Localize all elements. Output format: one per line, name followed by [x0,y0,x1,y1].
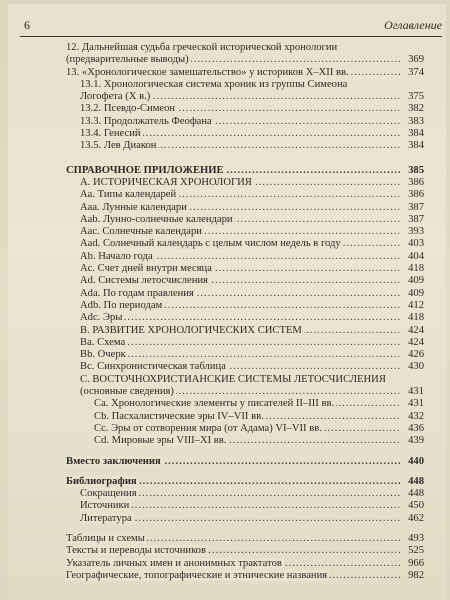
toc-entry [66,263,424,275]
toc-entry-title: Источники [80,500,130,512]
toc-entry-page: 440 [408,455,424,467]
toc-entry-title: Cb. Пасхалистические эры IV–VII вв. [94,410,264,422]
toc-entry-title: Логофета (X в.) [80,91,151,103]
header-rule [20,36,442,37]
toc-entry-page: 436 [408,422,424,434]
toc-entry [66,435,424,447]
toc-entry [66,226,424,238]
toc-entry-title: СПРАВОЧНОЕ ПРИЛОЖЕНИЕ [66,164,224,176]
toc-entry-page: 384 [408,128,424,140]
toc-entry [66,411,424,423]
toc-entry [66,513,424,525]
toc-entry [66,300,424,312]
toc-entry [66,374,424,386]
book-page [8,4,446,600]
toc-entry-title: B. РАЗВИТИЕ ХРОНОЛОГИЧЕСКИХ СИСТЕМ [80,324,302,336]
toc-entry-title: 13.4. Генесий [80,128,141,140]
toc-entry-page: 418 [408,263,424,275]
toc-entry-page: 462 [408,512,424,524]
section-gap [66,153,424,165]
toc-entry-page: 424 [408,324,424,336]
toc-entry [66,558,424,570]
toc-entry-page: 431 [408,398,424,410]
toc-entry-page: 375 [408,91,424,103]
toc-entry-title: Географические, топографические и этнические названия [66,569,328,581]
toc-entry-title: Литература [80,512,132,524]
toc-entry [66,275,424,287]
toc-entry [66,189,424,201]
section-gap [66,468,424,476]
toc-entry-title: (основные сведения) [80,386,174,398]
toc-entry-page: 418 [408,312,424,324]
toc-entry [66,533,424,545]
toc-entry [66,570,424,582]
toc-entry-page: 432 [408,410,424,422]
toc-entry [66,398,424,410]
toc-entry-page: 382 [408,103,424,115]
toc-entry-title: C. ВОСТОЧНОХРИСТИАНСКИЕ СИСТЕМЫ ЛЕТОСЧИСЛЕНИЯ [80,373,386,385]
toc-entry-title: Ab. Начало года [80,250,153,262]
toc-entry [66,545,424,557]
toc-entry-title: Указатель личных имен и анонимных трактатов [66,557,282,569]
toc-entry-page: 386 [408,176,424,188]
toc-entry-title: Aac. Солнечные календари [80,226,202,238]
toc-entry-page: 439 [408,435,424,447]
toc-entry-title: Cd. Мировые эры VIII–XI вв. [94,435,227,447]
toc-entry-page: 393 [408,226,424,238]
toc-entry-page: 448 [408,475,424,487]
toc-entry-page: 431 [408,386,424,398]
toc-entry-title: Вместо заключения [66,455,161,467]
toc-entry [66,361,424,373]
toc-entry [66,214,424,226]
toc-entry [66,54,424,66]
toc-entry [66,103,424,115]
toc-entry [66,456,424,468]
toc-entry-title: Cc. Эры от сотворения мира (от Адама) VI–VII вв. [94,422,322,434]
toc-entry-title: Ad. Системы летосчисления [80,275,208,287]
toc-entry-title: Ada. По годам правления [80,287,194,299]
toc-entry [66,140,424,152]
toc-entry-title: Bb. Очерк [80,349,126,361]
toc-entry-page: 982 [408,569,424,581]
toc-entry-title: Aab. Лунно-солнечные календари [80,213,233,225]
section-gap [66,525,424,533]
toc-entry-page: 426 [408,349,424,361]
toc-entry [66,337,424,349]
toc-entry-page: 493 [408,532,424,544]
toc-entry-title: Aaa. Лунные календари [80,201,187,213]
toc-entry [66,165,424,177]
toc-entry-title: 13.5. Лев Диакон [80,140,157,152]
table-of-contents [66,42,424,582]
toc-entry-title: Библиография [66,475,137,487]
toc-entry [66,423,424,435]
toc-entry-page: 403 [408,238,424,250]
toc-entry-page: 387 [408,201,424,213]
toc-entry [66,177,424,189]
toc-entry-page: 450 [408,500,424,512]
toc-entry-page: 448 [408,488,424,500]
toc-entry-title: (предварительные выводы) [66,54,189,66]
toc-entry-title: A. ИСТОРИЧЕСКАЯ ХРОНОЛОГИЯ [80,176,252,188]
toc-entry-page: 966 [408,557,424,569]
toc-entry-title: Ba. Схема [80,336,126,348]
toc-entry-title: Ca. Хронологические элементы у писателей II–III вв. [94,398,335,410]
toc-entry-title: Сокращения [80,488,137,500]
toc-entry [66,386,424,398]
toc-entry-page: 430 [408,361,424,373]
toc-entry [66,349,424,361]
toc-entry [66,288,424,300]
toc-entry-title: Тексты и переводы источников [66,545,206,557]
toc-entry-title: Aad. Солнечный календарь с целым числом недель в году [80,238,341,250]
toc-entry-title: Adb. По периодам [80,299,163,311]
toc-entry-title: 13.2. Псевдо-Симеон [80,103,176,115]
toc-entry-title: Adc. Эры [80,312,123,324]
toc-entry [66,91,424,103]
toc-entry-title: Таблицы и схемы [66,532,145,544]
toc-entry-title: Aa. Типы календарей [80,189,177,201]
toc-entry-page: 409 [408,287,424,299]
toc-entry [66,312,424,324]
toc-entry-page: 384 [408,140,424,152]
toc-entry [66,79,424,91]
toc-entry-page: 409 [408,275,424,287]
toc-entry-title: Bc. Синхронистическая таблица [80,361,226,373]
toc-entry [66,42,424,54]
toc-entry-page: 374 [408,66,424,78]
page-number: 6 [24,18,30,32]
running-head: Оглавление [384,18,442,32]
toc-entry [66,251,424,263]
toc-entry [66,476,424,488]
toc-entry-page: 525 [408,545,424,557]
toc-entry [66,128,424,140]
toc-entry-page: 387 [408,213,424,225]
toc-entry [66,238,424,250]
toc-entry-page: 385 [408,164,424,176]
toc-entry [66,202,424,214]
toc-entry [66,325,424,337]
toc-entry [66,488,424,500]
toc-entry [66,116,424,128]
toc-entry [66,67,424,79]
toc-entry-page: 404 [408,250,424,262]
toc-entry-title: 12. Дальнейшая судьба греческой исторической хронологии [66,42,338,53]
toc-entry-page: 369 [408,54,424,66]
toc-entry-page: 386 [408,189,424,201]
toc-entry-page: 383 [408,115,424,127]
section-gap [66,448,424,456]
toc-entry-page: 424 [408,336,424,348]
toc-entry-title: 13.3. Продолжатель Феофана [80,115,212,127]
toc-entry-page: 412 [408,299,424,311]
page-header [20,18,442,34]
toc-entry-title: Ac. Счет дней внутри месяца [80,263,212,275]
toc-entry-title: 13.1. Хронологическая система хроник из группы Симеона [80,78,348,90]
toc-entry-title: 13. «Хронологическое замешательство» у историков X–XII вв. [66,66,349,78]
toc-entry [66,500,424,512]
